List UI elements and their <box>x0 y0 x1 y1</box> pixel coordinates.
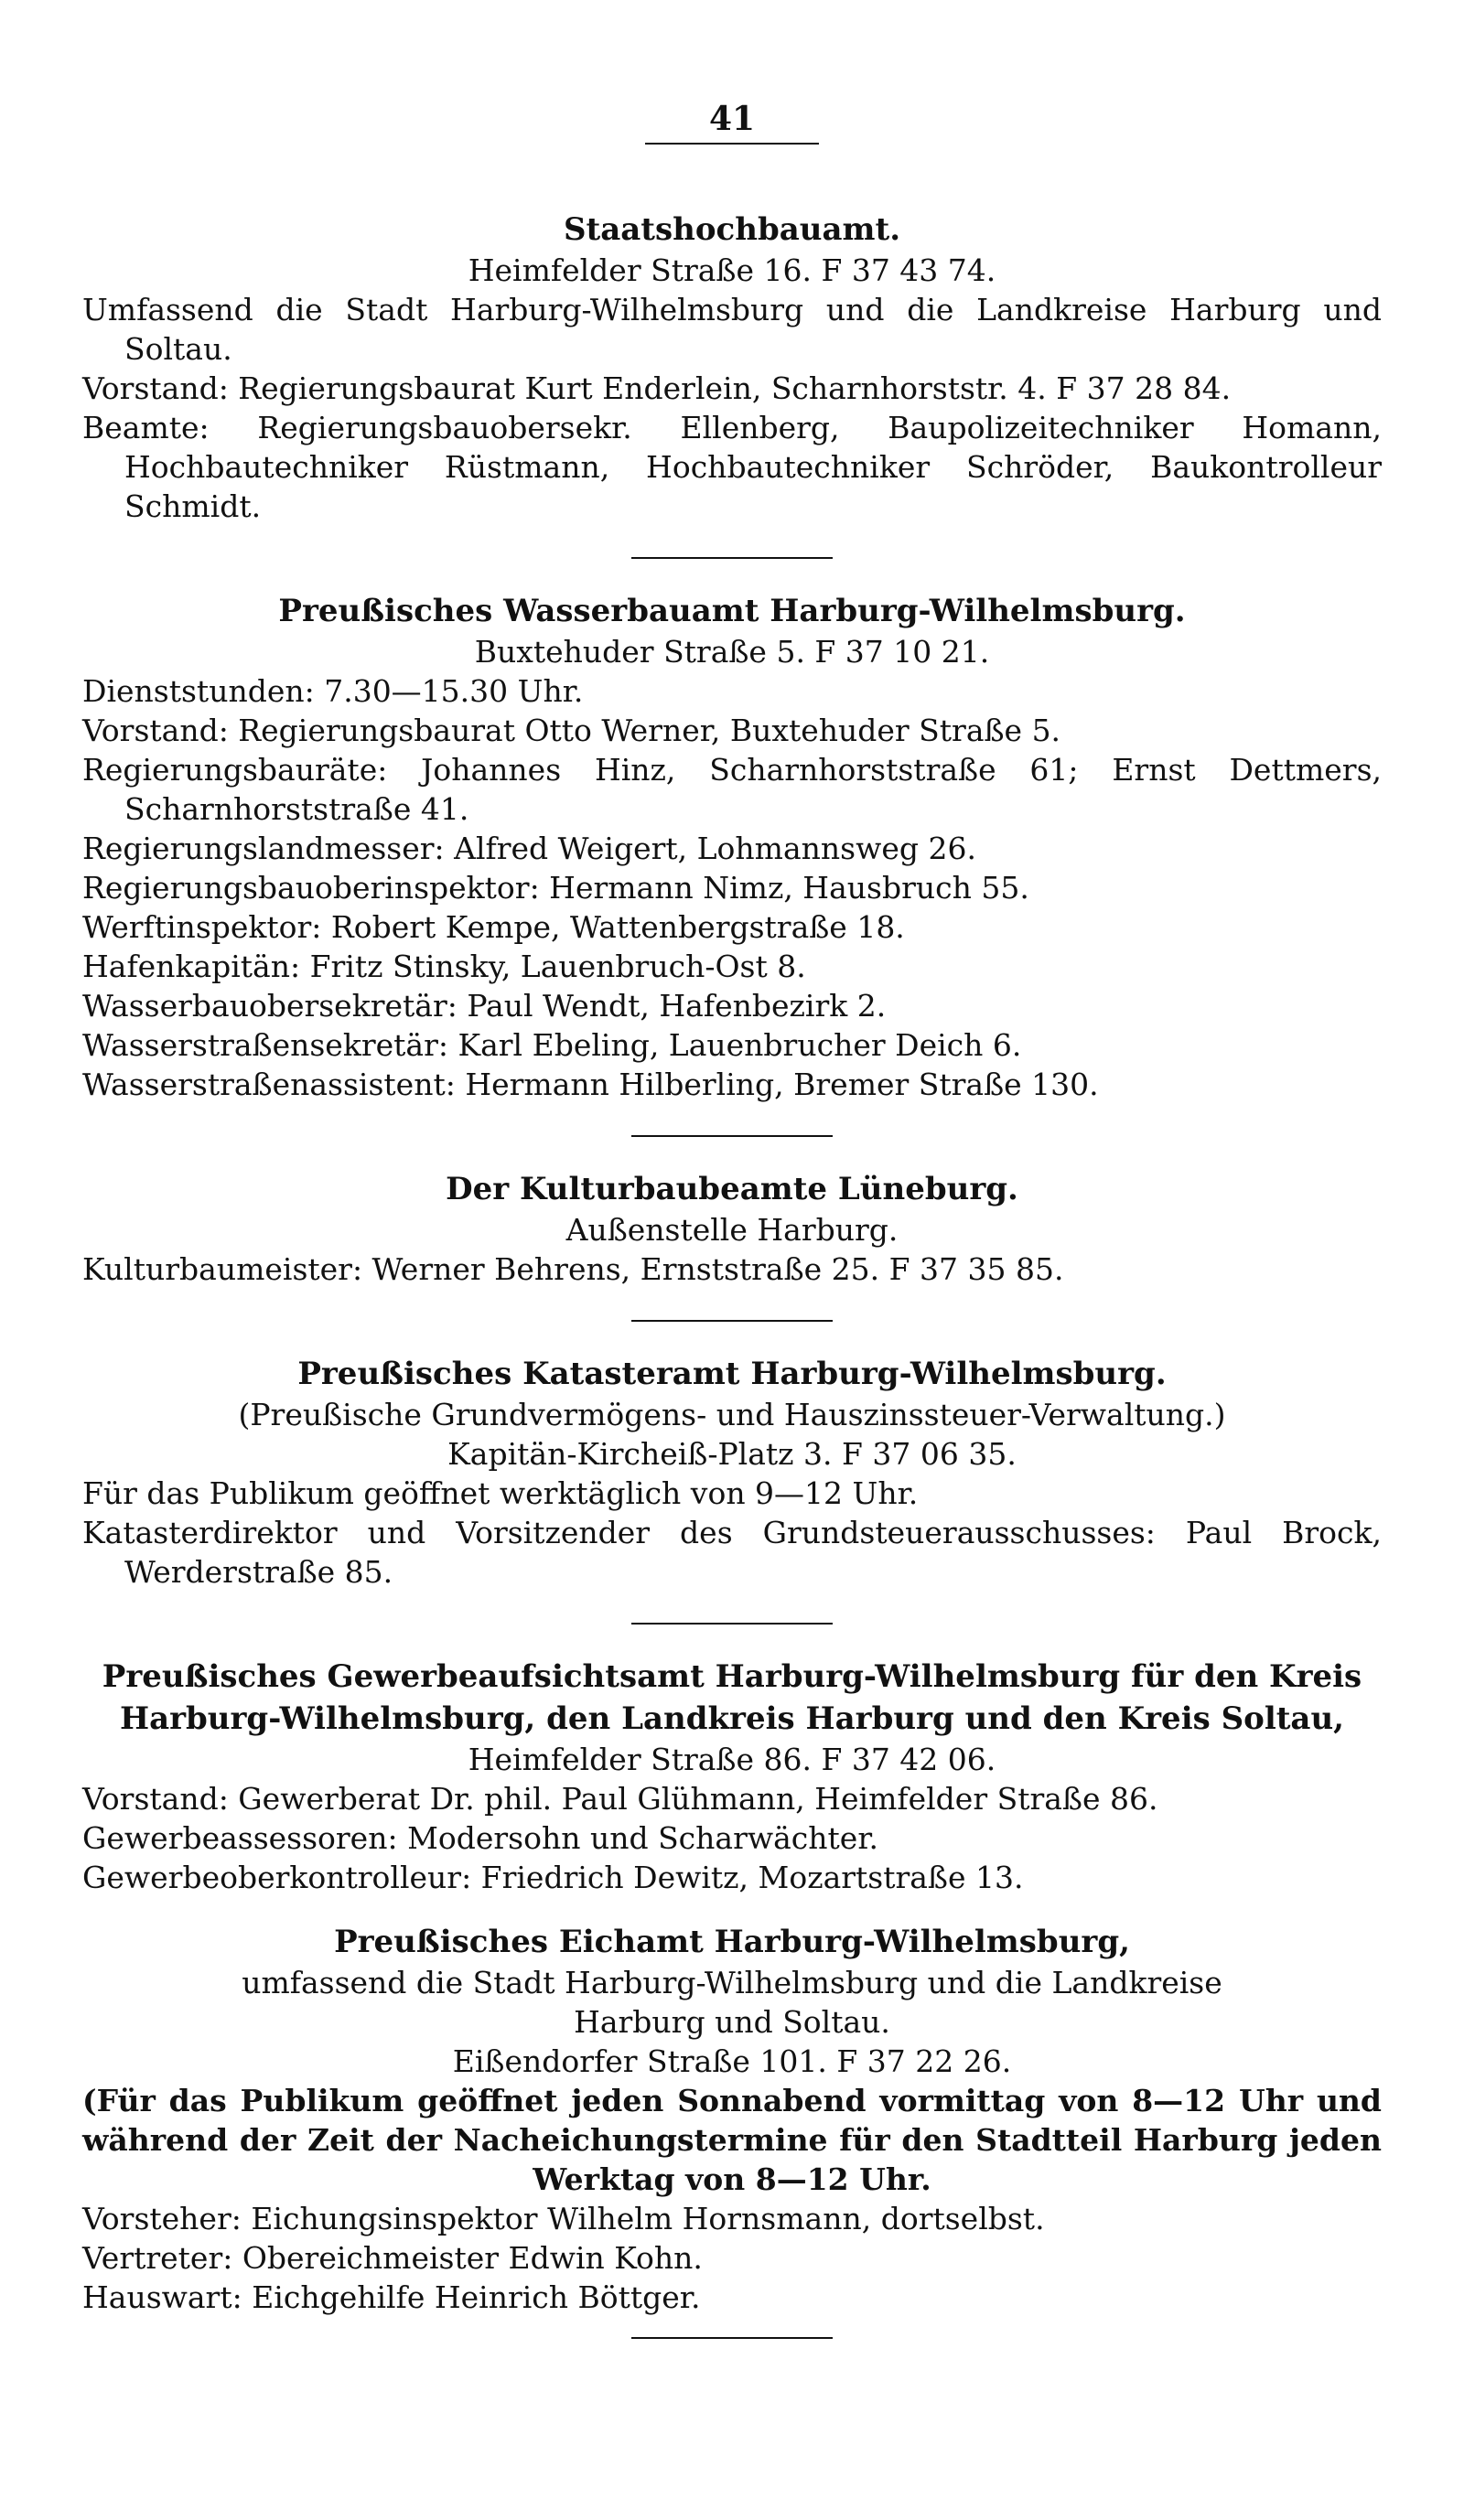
section-katasteramt <box>82 1353 1382 1592</box>
section-subheading: umfassend die Stadt Harburg-Wilhelmsburg und die Landkreise Harburg und Soltau. <box>242 1965 1222 2040</box>
section-gewerbeaufsichtsamt <box>82 1656 1382 1897</box>
section-line: Hafenkapitän: Fritz Stinsky, Lauenbruch-Ost 8. <box>82 949 806 984</box>
section-subheading: Außenstelle Harburg. <box>565 1212 899 1248</box>
section-line: Regierungslandmesser: Alfred Weigert, Lohmannsweg 26. <box>82 831 976 866</box>
section-line: Für das Publikum geöffnet werktäglich von 9—12 Uhr. <box>82 1475 919 1511</box>
section-line: Wasserstraßenassistent: Hermann Hilberling, Bremer Straße 130. <box>82 1067 1099 1102</box>
section-line: Gewerbeassessoren: Modersohn und Scharwächter. <box>82 1820 878 1856</box>
section-heading: Staatshochbauamt. <box>563 211 901 248</box>
section-line: Kulturbaumeister: Werner Behrens, Ernststraße 25. F 37 35 85. <box>82 1251 1064 1287</box>
section-line: Beamte: Regierungsbauobersekr. Ellenberg, Baupolizeitechniker Homann, Hochbautechniker Rüstmann, Hochbautechniker Schröder, Baukontrolleur Schmidt. <box>82 410 1382 524</box>
section-line: Vertreter: Obereichmeister Edwin Kohn. <box>82 2240 703 2276</box>
section-line: Vorsteher: Eichungsinspektor Wilhelm Hornsmann, dortselbst. <box>82 2201 1045 2236</box>
section-heading: Preußisches Katasteramt Harburg-Wilhelmsburg. <box>297 1356 1167 1392</box>
section-address: Kapitän-Kircheiß-Platz 3. F 37 06 35. <box>447 1436 1017 1472</box>
section-line: Werftinspektor: Robert Kempe, Wattenbergstraße 18. <box>82 909 905 945</box>
section-heading: Preußisches Gewerbeaufsichtsamt Harburg-Wilhelmsburg für den Kreis Harburg-Wilhelmsburg, den Landkreis Harburg und den Kreis Soltau, <box>102 1658 1362 1737</box>
section-wasserbauamt <box>82 590 1382 1104</box>
section-line: Umfassend die Stadt Harburg-Wilhelmsburg und die Landkreise Harburg und Soltau. <box>82 292 1382 367</box>
section-address: Eißendorfer Straße 101. F 37 22 26. <box>452 2043 1012 2079</box>
section-line: Wasserbauobersekretär: Paul Wendt, Hafenbezirk 2. <box>82 988 887 1024</box>
section-divider <box>631 557 833 559</box>
section-kulturbaubeamte <box>82 1168 1382 1289</box>
section-line: Vorstand: Regierungsbaurat Kurt Enderlein, Scharnhorststr. 4. F 37 28 84. <box>82 370 1232 406</box>
section-line: Vorstand: Regierungsbaurat Otto Werner, Buxtehuder Straße 5. <box>82 713 1061 748</box>
section-staatshochbauamt <box>82 209 1382 526</box>
section-line: Hauswart: Eichgehilfe Heinrich Böttger. <box>82 2279 701 2315</box>
section-line: Regierungsbauräte: Johannes Hinz, Scharnhorststraße 61; Ernst Dettmers, Scharnhorststraße 41. <box>82 752 1382 827</box>
section-heading: Der Kulturbaubeamte Lüneburg. <box>446 1171 1018 1207</box>
section-address: Buxtehuder Straße 5. F 37 10 21. <box>474 634 990 670</box>
section-address: Heimfelder Straße 16. F 37 43 74. <box>468 252 996 288</box>
section-divider <box>631 1320 833 1322</box>
section-heading: Preußisches Wasserbauamt Harburg-Wilhelmsburg. <box>278 593 1186 629</box>
section-divider <box>631 2337 833 2339</box>
section-divider <box>631 1135 833 1137</box>
section-line: Katasterdirektor und Vorsitzender des Grundsteuerausschusses: Paul Brock, Werderstraße 85. <box>82 1515 1382 1590</box>
section-heading: Preußisches Eichamt Harburg-Wilhelmsburg, <box>334 1924 1130 1960</box>
section-line: Regierungsbauoberinspektor: Hermann Nimz, Hausbruch 55. <box>82 870 1029 906</box>
section-eichamt <box>82 1921 1382 2317</box>
section-line: Gewerbeoberkontrolleur: Friedrich Dewitz, Mozartstraße 13. <box>82 1860 1024 1895</box>
page-number-rule <box>645 143 819 145</box>
section-subheading: (Preußische Grundvermögens- und Hauszinssteuer-Verwaltung.) <box>238 1397 1226 1432</box>
section-address: Heimfelder Straße 86. F 37 42 06. <box>468 1742 996 1777</box>
page-number: 41 <box>708 100 756 138</box>
section-notice: (Für das Publikum geöffnet jeden Sonnabend vormittag von 8—12 Uhr und während der Zeit der Nacheichungstermine für den Stadtteil Harburg jeden Werktag von 8—12 Uhr. <box>82 2083 1382 2197</box>
section-divider <box>631 1623 833 1625</box>
section-line: Wasserstraßensekretär: Karl Ebeling, Lauenbrucher Deich 6. <box>82 1027 1022 1063</box>
section-line: Dienststunden: 7.30—15.30 Uhr. <box>82 673 584 709</box>
section-line: Vorstand: Gewerberat Dr. phil. Paul Glühmann, Heimfelder Straße 86. <box>82 1781 1158 1817</box>
